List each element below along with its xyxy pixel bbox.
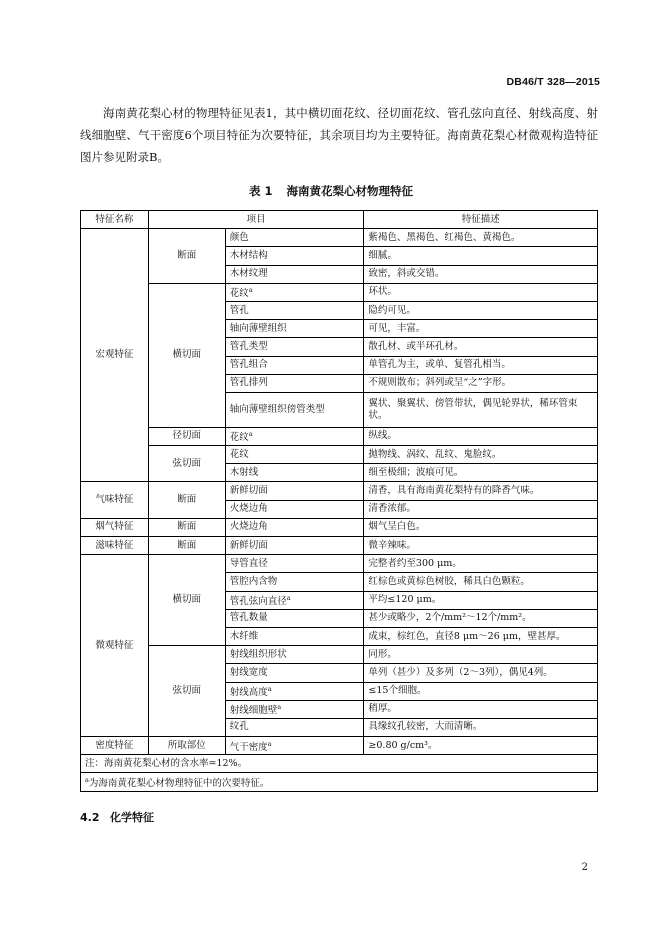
item-text: 管孔弦向直径 bbox=[229, 596, 287, 608]
section-cell: 所取部位 bbox=[148, 737, 225, 755]
item-cell bbox=[225, 283, 364, 301]
desc-cell: ≤15个细胞。 bbox=[364, 682, 598, 700]
item-cell: 射线组织形状 bbox=[225, 646, 364, 664]
table-row bbox=[81, 283, 598, 301]
item-cell: 管孔类型 bbox=[225, 338, 364, 356]
table-row bbox=[81, 446, 598, 464]
desc-cell: 细腻。 bbox=[364, 247, 598, 265]
item-cell: 管孔数量 bbox=[225, 609, 364, 627]
desc-cell: 可见，丰富。 bbox=[364, 320, 598, 338]
item-cell: 新鲜切面 bbox=[225, 482, 364, 500]
secondary-marker: a bbox=[248, 430, 253, 439]
desc-cell: 平均≤120 μm。 bbox=[364, 591, 598, 609]
item-text: 气干密度 bbox=[229, 741, 268, 753]
desc-cell: 抛物线、涡纹、乱纹、鬼脸纹。 bbox=[364, 446, 598, 464]
category-cell: 滋味特征 bbox=[81, 537, 149, 555]
item-cell: 木材结构 bbox=[225, 247, 364, 265]
desc-cell: 微辛辣味。 bbox=[364, 537, 598, 555]
section-title: 化学特征 bbox=[110, 811, 154, 824]
section-heading bbox=[80, 809, 154, 825]
desc-cell: 稍厚。 bbox=[364, 700, 598, 718]
desc-cell: 环状。 bbox=[364, 283, 598, 301]
desc-cell: 清香浓郁。 bbox=[364, 500, 598, 518]
table-row bbox=[81, 555, 598, 573]
section-cell: 弦切面 bbox=[148, 646, 225, 737]
table-caption-title: 海南黄花梨心材物理特征 bbox=[286, 184, 413, 198]
table-row bbox=[81, 737, 598, 755]
section-cell: 断面 bbox=[148, 229, 225, 284]
section-cell: 断面 bbox=[148, 518, 225, 536]
item-cell bbox=[225, 427, 364, 445]
item-cell: 火烧边角 bbox=[225, 500, 364, 518]
desc-cell: 致密，斜或交错。 bbox=[364, 265, 598, 283]
desc-cell: 翼状、聚翼状、傍管带状，偶见轮界状，稀环管束状。 bbox=[364, 392, 598, 427]
secondary-marker: a bbox=[85, 775, 89, 784]
desc-cell: 清香，具有海南黄花梨特有的降香气味。 bbox=[364, 482, 598, 500]
item-cell: 新鲜切面 bbox=[225, 537, 364, 555]
table-row bbox=[81, 646, 598, 664]
desc-cell: 红棕色或黄棕色树胶，稀具白色颗粒。 bbox=[364, 573, 598, 591]
document-code: DB46/T 328—2015 bbox=[506, 76, 600, 88]
desc-cell: 甚少或略少，2个/mm²～12个/mm²。 bbox=[364, 609, 598, 627]
item-text: 花纹 bbox=[229, 432, 249, 444]
desc-cell: 不规则散布；斜列或呈“之”字形。 bbox=[364, 374, 598, 392]
category-cell: 宏观特征 bbox=[81, 229, 149, 482]
item-cell bbox=[225, 737, 364, 755]
physical-features-table bbox=[80, 210, 598, 792]
intro-paragraph: 海南黄花梨心材的物理特征见表1，其中横切面花纹、径切面花纹、管孔弦向直径、射线高度、射线细胞壁、气干密度6个项目特征为次要特征，其余项目均为主要特征。海南黄花梨心材微观构造特征图片参见附录B。 bbox=[80, 106, 598, 164]
table-row bbox=[81, 427, 598, 445]
table-note-row bbox=[81, 773, 598, 791]
table-row bbox=[81, 537, 598, 555]
table-note-moisture: 注：海南黄花梨心材的含水率=12%。 bbox=[81, 755, 598, 773]
section-cell: 横切面 bbox=[148, 283, 225, 427]
item-cell: 木射线 bbox=[225, 464, 364, 482]
desc-cell: 完整者约至300 μm。 bbox=[364, 555, 598, 573]
table-note-secondary-text: 为海南黄花梨心材物理特征中的次要特征。 bbox=[88, 778, 270, 790]
desc-cell: 散孔材、或半环孔材。 bbox=[364, 338, 598, 356]
header-feature-name: 特征名称 bbox=[81, 211, 149, 229]
section-cell: 横切面 bbox=[148, 555, 225, 646]
table-note-row bbox=[81, 755, 598, 773]
table-row bbox=[81, 482, 598, 500]
category-cell: 密度特征 bbox=[81, 737, 149, 755]
section-cell: 断面 bbox=[148, 537, 225, 555]
category-cell: 烟气特征 bbox=[81, 518, 149, 536]
desc-cell: 隐约可见。 bbox=[364, 301, 598, 319]
section-cell: 径切面 bbox=[148, 427, 225, 445]
desc-cell: 成束，棕红色，直径8 μm～26 μm，壁甚厚。 bbox=[364, 627, 598, 645]
item-cell bbox=[225, 591, 364, 609]
item-cell bbox=[225, 682, 364, 700]
item-cell: 花纹 bbox=[225, 446, 364, 464]
secondary-marker: a bbox=[267, 739, 272, 748]
item-cell: 导管直径 bbox=[225, 555, 364, 573]
table-note-secondary bbox=[81, 773, 598, 791]
secondary-marker: a bbox=[286, 594, 291, 603]
item-cell: 火烧边角 bbox=[225, 518, 364, 536]
item-cell: 木材纹理 bbox=[225, 265, 364, 283]
table-row bbox=[81, 518, 598, 536]
item-cell: 管孔 bbox=[225, 301, 364, 319]
item-cell: 纹孔 bbox=[225, 718, 364, 736]
table-caption bbox=[0, 183, 662, 199]
desc-cell: 纵线。 bbox=[364, 427, 598, 445]
item-text: 射线细胞壁 bbox=[229, 705, 278, 717]
item-text: 花纹 bbox=[229, 288, 249, 300]
desc-cell: 具缘纹孔较密，大而清晰。 bbox=[364, 718, 598, 736]
item-cell: 管腔内含物 bbox=[225, 573, 364, 591]
section-cell: 弦切面 bbox=[148, 446, 225, 482]
secondary-marker: a bbox=[277, 703, 282, 712]
table-header-row bbox=[81, 211, 598, 229]
item-cell: 射线宽度 bbox=[225, 664, 364, 682]
desc-cell: 单列（甚少）及多列（2～3列），偶见4列。 bbox=[364, 664, 598, 682]
secondary-marker: a bbox=[267, 685, 272, 694]
item-cell: 管孔组合 bbox=[225, 356, 364, 374]
item-cell: 颜色 bbox=[225, 229, 364, 247]
category-cell: 微观特征 bbox=[81, 555, 149, 737]
desc-cell: 细至极细；波痕可见。 bbox=[364, 464, 598, 482]
table-row bbox=[81, 229, 598, 247]
section-cell: 断面 bbox=[148, 482, 225, 518]
category-cell: 气味特征 bbox=[81, 482, 149, 518]
secondary-marker: a bbox=[248, 286, 253, 295]
header-description: 特征描述 bbox=[364, 211, 598, 229]
desc-cell: ≥0.80 g/cm³。 bbox=[364, 737, 598, 755]
item-cell: 轴向薄壁组织傍管类型 bbox=[225, 392, 364, 427]
item-cell: 轴向薄壁组织 bbox=[225, 320, 364, 338]
desc-cell: 紫褐色、黑褐色、红褐色、黄褐色。 bbox=[364, 229, 598, 247]
table-caption-number: 表 1 bbox=[248, 184, 273, 198]
item-cell: 木纤维 bbox=[225, 627, 364, 645]
item-cell: 管孔排列 bbox=[225, 374, 364, 392]
desc-cell: 烟气呈白色。 bbox=[364, 518, 598, 536]
header-item: 项目 bbox=[148, 211, 364, 229]
item-text: 射线高度 bbox=[229, 687, 268, 699]
item-cell bbox=[225, 700, 364, 718]
page-number: 2 bbox=[581, 862, 588, 873]
desc-cell: 单管孔为主，或单、复管孔相当。 bbox=[364, 356, 598, 374]
section-number: 4.2 bbox=[80, 811, 100, 824]
desc-cell: 同形。 bbox=[364, 646, 598, 664]
